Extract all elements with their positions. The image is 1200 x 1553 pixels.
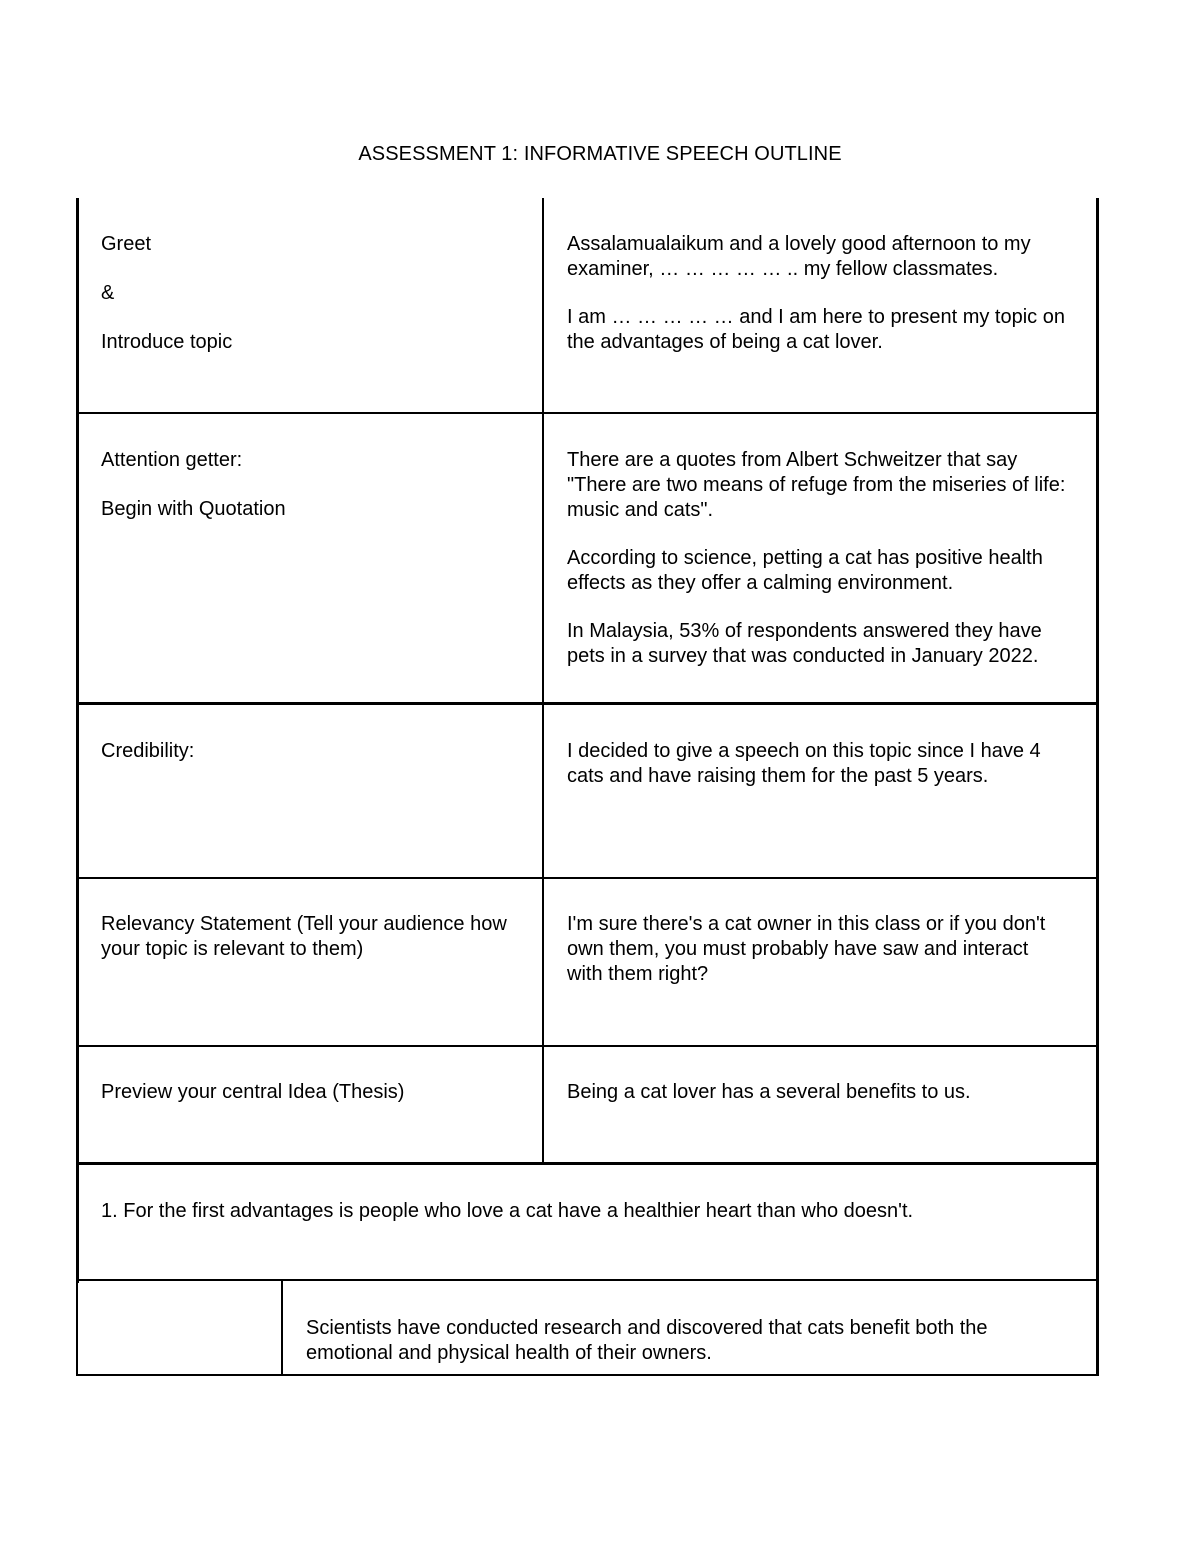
label-line: Introduce topic: [101, 331, 233, 353]
table-border-right: [1096, 198, 1099, 1376]
label-line: &: [101, 282, 115, 304]
content-paragraph: In Malaysia, 53% of respondents answered they have pets in a survey that was conducted in January 2022.: [567, 620, 1042, 667]
page-title: ASSESSMENT 1: INFORMATIVE SPEECH OUTLINE: [358, 143, 842, 165]
sub-point-content: Scientists have conducted research and discovered that cats benefit both the emotional and physical health of their owners.: [306, 1317, 988, 1364]
content-paragraph: Being a cat lover has a several benefits to us.: [567, 1081, 971, 1103]
content-paragraph: Assalamualaikum and a lovely good afternoon to my examiner, … … … … … .. my fellow classmates.: [567, 233, 1031, 280]
label-line: Begin with Quotation: [101, 498, 286, 520]
label-line: Relevancy Statement (Tell your audience how your topic is relevant to them): [101, 913, 507, 960]
row-label-relevancy: [101, 912, 521, 962]
row-content-attention-getter: [567, 448, 1077, 669]
row-divider: [76, 412, 1099, 414]
row-content-greet: [567, 232, 1077, 355]
main-point: 1. For the first advantages is people who love a cat have a healthier heart than who doesn't.: [101, 1200, 914, 1222]
table-border-left: [76, 198, 79, 1283]
row-content-credibility: [567, 739, 1077, 789]
row-divider: [76, 1045, 1099, 1047]
content-paragraph: I am … … … … … and I am here to present my topic on the advantages of being a cat lover.: [567, 306, 1065, 353]
column-divider: [542, 198, 544, 1164]
content-paragraph: There are a quotes from Albert Schweitzer that say "There are two means of refuge from the miseries of life: music and cats".: [567, 449, 1066, 521]
row-divider: [76, 877, 1099, 879]
label-line: Greet: [101, 233, 152, 255]
row-divider: [76, 702, 1099, 705]
row-label-attention-getter: [101, 448, 521, 522]
content-paragraph: I'm sure there's a cat owner in this class or if you don't own them, you must probably have saw and interact with them right?: [567, 913, 1046, 985]
table-border-bottom: [76, 1374, 1099, 1376]
row-label-greet: [101, 232, 521, 355]
row-content-thesis: [567, 1080, 1077, 1105]
row-divider: [76, 1279, 1099, 1281]
label-line: Preview your central Idea (Thesis): [101, 1081, 405, 1103]
content-paragraph: According to science, petting a cat has positive health effects as they offer a calming environment.: [567, 547, 1043, 594]
row-divider: [76, 1162, 1099, 1165]
subtable-border-left: [76, 1279, 78, 1376]
label-line: Attention getter:: [101, 449, 243, 471]
label-line: Credibility:: [101, 740, 195, 762]
row-label-credibility: [101, 739, 521, 764]
row-label-thesis: [101, 1080, 521, 1105]
content-paragraph: I decided to give a speech on this topic since I have 4 cats and have raising them for the past 5 years.: [567, 740, 1041, 787]
row-content-relevancy: [567, 912, 1067, 987]
subtable-column-divider: [281, 1279, 283, 1376]
